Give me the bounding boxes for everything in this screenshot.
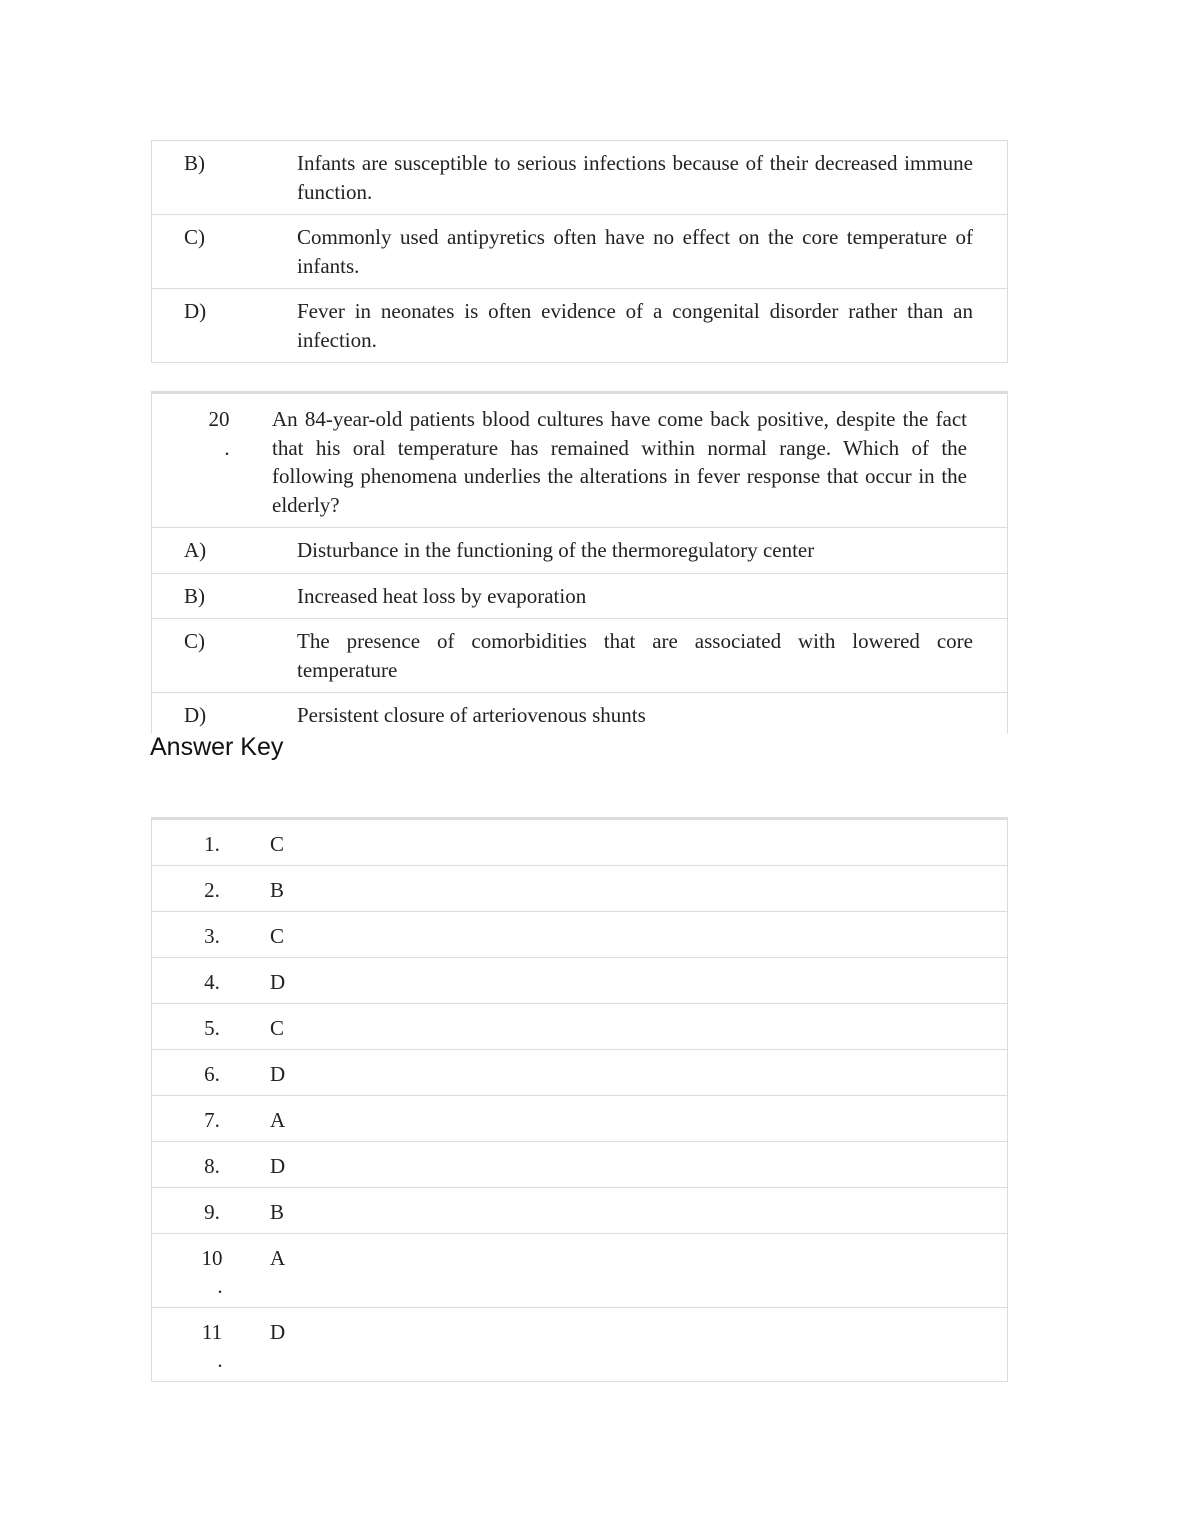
question-number-dot: . — [224, 435, 230, 460]
answer-number-value: 8. — [204, 1154, 220, 1178]
option-row — [152, 574, 1007, 620]
option-letter: C) — [184, 225, 205, 249]
answer-row — [152, 912, 1007, 958]
answer-number-value: 10 — [201, 1246, 223, 1270]
answer-number-value: 9. — [204, 1200, 220, 1224]
option-letter: B) — [184, 583, 205, 608]
answer-number — [152, 866, 270, 911]
option-letter: C) — [184, 629, 205, 653]
answer-letter: D — [270, 970, 286, 994]
answer-number — [152, 1142, 270, 1187]
answer-number-value: 7. — [204, 1108, 220, 1132]
option-row — [152, 215, 1007, 289]
option-text: Infants are susceptible to serious infections because of their decreased immune function. — [297, 151, 973, 204]
answer-row — [152, 958, 1007, 1004]
answer-letter: D — [270, 1062, 286, 1086]
answer-number-value: 2. — [204, 878, 220, 902]
answer-row — [152, 866, 1007, 912]
answer-letter: C — [270, 832, 285, 856]
answer-number-dot: . — [217, 1274, 223, 1298]
option-text: The presence of comorbidities that are associated with lowered core temperature — [297, 629, 973, 682]
answer-number-dot: . — [217, 1348, 223, 1372]
option-row — [152, 141, 1007, 215]
answer-letter: D — [270, 1320, 286, 1344]
answer-row — [152, 1234, 1007, 1308]
question-19-options-table — [151, 140, 1008, 363]
option-row — [152, 528, 1007, 574]
answer-number — [152, 1096, 270, 1141]
option-row — [152, 289, 1007, 362]
answer-number-value: 1. — [204, 832, 220, 856]
answer-number — [152, 1234, 270, 1307]
answer-letter: B — [270, 1200, 285, 1224]
answer-number-value: 4. — [204, 970, 220, 994]
answer-number — [152, 1308, 270, 1381]
answer-letter: C — [270, 1016, 285, 1040]
answer-number-value: 6. — [204, 1062, 220, 1086]
answer-letter: D — [270, 1154, 286, 1178]
option-letter: A) — [184, 538, 207, 562]
answer-row — [152, 1004, 1007, 1050]
option-letter: D) — [184, 299, 207, 323]
option-letter: D) — [184, 703, 207, 727]
option-letter: B) — [184, 151, 205, 175]
answer-row — [152, 820, 1007, 866]
answer-number-value: 5. — [204, 1016, 220, 1040]
question-row — [152, 394, 1007, 528]
answer-number — [152, 1050, 270, 1095]
option-text: Disturbance in the functioning of the thermoregulatory center — [297, 538, 815, 562]
option-text: Persistent closure of arteriovenous shunts — [297, 703, 646, 727]
answer-row — [152, 1096, 1007, 1142]
answer-letter: A — [270, 1108, 286, 1132]
answer-letter: C — [270, 924, 285, 948]
answer-key-table — [151, 817, 1008, 1382]
answer-row — [152, 1308, 1007, 1381]
answer-number-value: 11 — [201, 1320, 223, 1344]
option-text: Increased heat loss by evaporation — [297, 583, 587, 608]
answer-number — [152, 912, 270, 957]
answer-number — [152, 820, 270, 865]
answer-letter: A — [270, 1246, 286, 1270]
answer-number — [152, 1188, 270, 1233]
option-row — [152, 693, 1007, 734]
option-text: Fever in neonates is often evidence of a congenital disorder rather than an infection. — [297, 299, 973, 352]
question-number-value: 20 — [208, 407, 230, 431]
answer-row — [152, 1050, 1007, 1096]
answer-number — [152, 1004, 270, 1049]
question-20-table — [151, 391, 1008, 734]
question-stem: An 84-year-old patients blood cultures have come back positive, despite the fact that his oral temperature has remained within normal range. Which of the following phenomena underlies the alterations in fever response that occur in the elderly? — [272, 407, 967, 517]
answer-row — [152, 1188, 1007, 1234]
option-row — [152, 619, 1007, 693]
option-text: Commonly used antipyretics often have no effect on the core temperature of infants. — [297, 225, 973, 278]
answer-letter: B — [270, 878, 285, 902]
answer-number-value: 3. — [204, 924, 220, 948]
answer-key-title: Answer Key — [150, 733, 284, 761]
question-number — [152, 394, 272, 527]
answer-number — [152, 958, 270, 1003]
answer-row — [152, 1142, 1007, 1188]
